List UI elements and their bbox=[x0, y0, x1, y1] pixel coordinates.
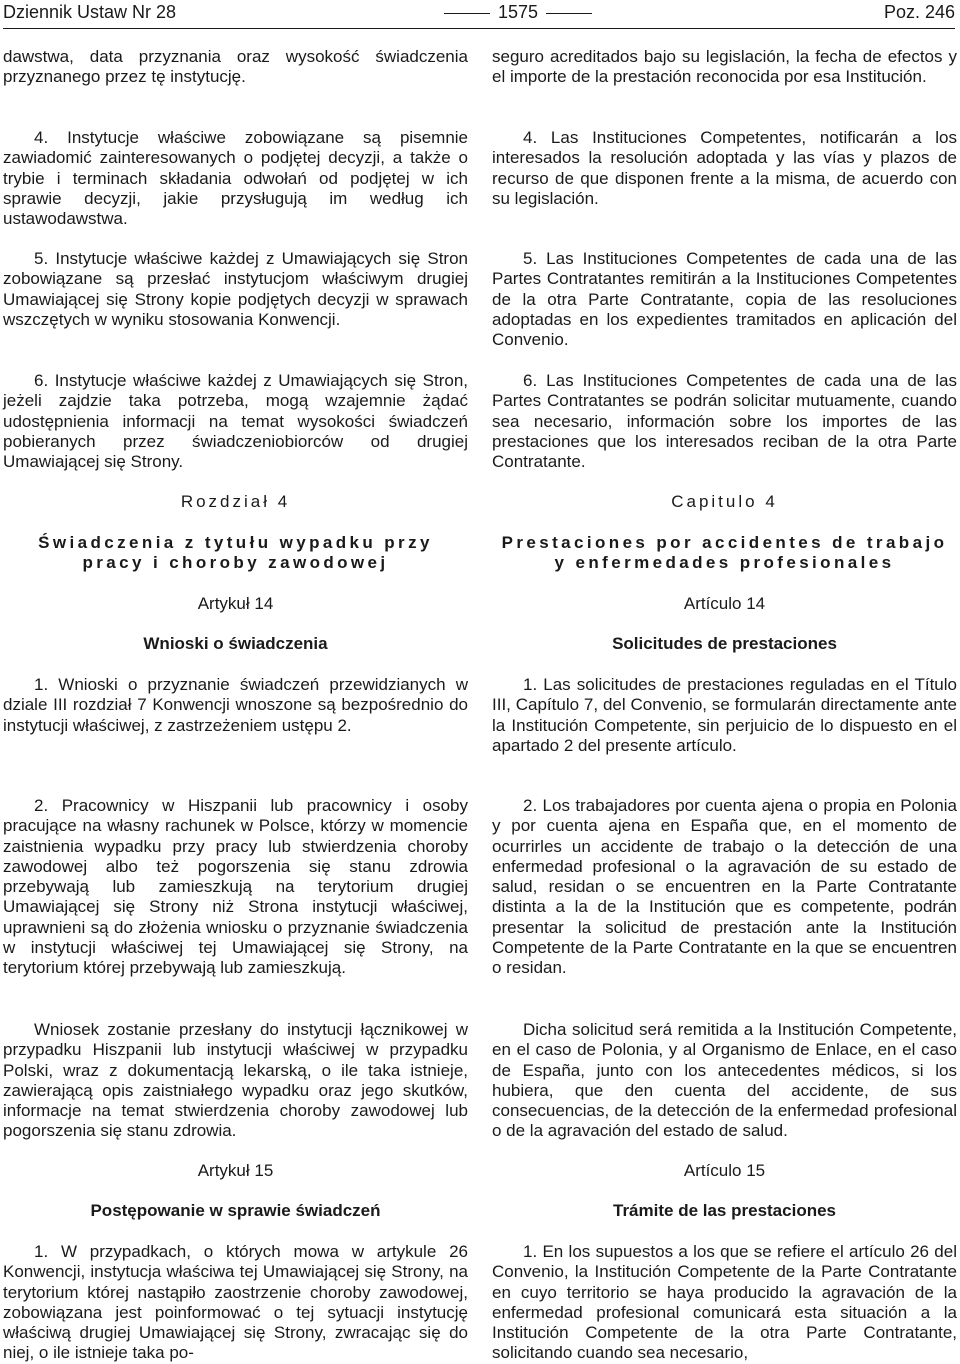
page-number bbox=[436, 2, 600, 22]
es-paragraph-5: 5. Las Instituciones Competentes de cada una de las Partes Contratantes remitirán a la Instituciones Competentes de la otra Parte Contratante, copia de las resoluciones adoptadas en los expedientes tramitados en aplicación del Convenio. bbox=[492, 249, 957, 350]
pl-article-14-title: Wnioski o świadczenia bbox=[143, 634, 328, 653]
position-number: Poz. 246 bbox=[883, 2, 955, 22]
dash-left bbox=[444, 13, 490, 14]
es-paragraph-6: 6. Las Instituciones Competentes de cada una de las Partes Contratantes se podrán solicitar mutuamente, cuando sea necesario, información sobre los importes de las prestaciones que los interesados reciban de la otra Parte Contratante. bbox=[492, 371, 957, 472]
pl-article-15-title: Postępowanie w sprawie świadczeń bbox=[90, 1201, 381, 1220]
es-paragraph-4: 4. Las Instituciones Competentes, notificarán a los interesados la resolución adoptada y las vías y plazos de recurso de que disponen frente a la misma, de acuerdo con su legislación. bbox=[492, 128, 957, 208]
es-article-14-heading: Artículo 14 bbox=[683, 594, 766, 613]
es-article-14-title: Solicitudes de prestaciones bbox=[612, 634, 837, 653]
es-article-15-heading: Artículo 15 bbox=[683, 1161, 766, 1180]
es-paragraph-continuation: seguro acreditados bajo su legislación, la fecha de efectos y el importe de la prestación reconocida por esa Institución. bbox=[492, 47, 957, 87]
es-article-15-title: Trámite de las prestaciones bbox=[613, 1201, 836, 1220]
es-art14-paragraph-3: Dicha solicitud será remitida a la Institución Competente, en el caso de Polonia, y al Organismo de Enlace, en el caso de España, junto con los antecedentes médicos, si los hubiera, que den cuenta del accidente, de sus consecuencias, de la detección de la enfermedad profesional o de la agravación del estado de salud. bbox=[492, 1020, 957, 1141]
es-chapter-title: Prestaciones por accidentes de trabajo y enfermedades profesionales bbox=[501, 533, 948, 572]
dash-right bbox=[546, 13, 592, 14]
es-art14-paragraph-1: 1. Las solicitudes de prestaciones reguladas en el Título III, Capítulo 7, del Convenio, se formularán directamente ante la Institución Competente, sin perjuicio de lo dispuesto en el apartado 2 del presente artículo. bbox=[492, 675, 957, 755]
pl-paragraph-5: 5. Instytucje właściwe każdej z Umawiających się Stron zobowiązane są przesłać instytucjom właściwym drugiej Umawiającej się Strony kopie podjętych decyzji w sprawach wszczętych w wyniku stosowania Konwencji. bbox=[3, 249, 468, 329]
pl-chapter-heading: Rozdział 4 bbox=[180, 492, 291, 511]
page-header bbox=[0, 2, 960, 26]
es-art14-paragraph-2: 2. Los trabajadores por cuenta ajena o propia en Polonia y por cuenta ajena en España que, en el momento de ocurrirles un accidente de trabajo o la detección de una enfermedad profesional o la agravación de su estado de salud, residan o se encuentren en la Parte Contratante distinta a la de la Institución que es competente, podrán presentar la solicitud de prestación ante la Institución Competente de la Parte Contratante en la que se encuentren o residan. bbox=[492, 796, 957, 978]
page-number-text: 1575 bbox=[498, 2, 539, 22]
pl-article-15-heading: Artykuł 15 bbox=[197, 1161, 274, 1180]
journal-title: Dziennik Ustaw Nr 28 bbox=[3, 2, 177, 22]
pl-paragraph-4: 4. Instytucje właściwe zobowiązane są pisemnie zawiadomić zainteresowanych o podjętej decyzji, a także o trybie i terminach składania odwołań od podjętej w ich sprawie decyzji, jakie przysługują im według ich ustawodawstwa. bbox=[3, 128, 468, 229]
es-art15-paragraph-1: 1. En los supuestos a los que se refiere el artículo 26 del Convenio, la Institución Competente de la Parte Contratante en cuyo territorio se haya producido la agravación de la enfermedad profesional comunicará esta situación a la Institución Competente de la otra Parte Contratante, solicitando cuando sea necesario, bbox=[492, 1242, 957, 1363]
pl-article-14-heading: Artykuł 14 bbox=[197, 594, 274, 613]
pl-chapter-title: Świadczenia z tytułu wypadku przy pracy i choroby zawodowej bbox=[38, 533, 433, 572]
es-chapter-heading: Capitulo 4 bbox=[671, 492, 778, 511]
pl-art14-paragraph-1: 1. Wnioski o przyznanie świadczeń przewidzianych w dziale III rozdział 7 Konwencji wnoszone są bezpośrednio do instytucji właściwej, z zastrzeżeniem ustępu 2. bbox=[3, 675, 468, 735]
pl-paragraph-6: 6. Instytucje właściwe każdej z Umawiających się Stron, jeżeli zajdzie taka potrzeba, mogą wzajemnie żądać udostępnienia informacji na temat wysokości świadczeń pobieranych przez świadczeniobiorców od drugiej Umawiającej się Strony. bbox=[3, 371, 468, 472]
pl-art14-paragraph-2: 2. Pracownicy w Hiszpanii lub pracownicy i osoby pracujące na własny rachunek w Polsce, którzy w momencie zaistnienia wypadku przy pracy lub stwierdzenia choroby zawodowej albo też pogorszenia się stanu zdrowia przebywają lub zamieszkują na terytorium drugiej Umawiającej się Strony niż Strona instytucji właściwej, uprawnieni są do złożenia wniosku o przyznanie świadczenia w instytucji właściwej tej Umawiającej się Strony, na terytorium której przebywają lub zamieszkują. bbox=[3, 796, 468, 978]
pl-art14-paragraph-3: Wniosek zostanie przesłany do instytucji łącznikowej w przypadku Hiszpanii lub instytucji właściwej w przypadku Polski, wraz z dokumentacją lekarską, o ile taka istnieje, zawierającą opis zaistniałego wypadku oraz jego skutków, informacje na temat stwierdzenia choroby zawodowej lub pogorszenia się stanu zdrowia. bbox=[3, 1020, 468, 1141]
header-rule bbox=[3, 28, 955, 29]
pl-paragraph-continuation: dawstwa, data przyznania oraz wysokość świadczenia przyznanego przez tę instytucję. bbox=[3, 47, 468, 87]
pl-art15-paragraph-1: 1. W przypadkach, o których mowa w artykule 26 Konwencji, instytucja właściwa tej Umawiającej się Strony, na terytorium której nastąpiło zaostrzenie choroby zawodowej, zobowiązana jest poinformować o tej sytuacji instytucję właściwą drugiej Umawiającej się Strony, zwracając się do niej, o ile istnieje taka po- bbox=[3, 1242, 468, 1363]
